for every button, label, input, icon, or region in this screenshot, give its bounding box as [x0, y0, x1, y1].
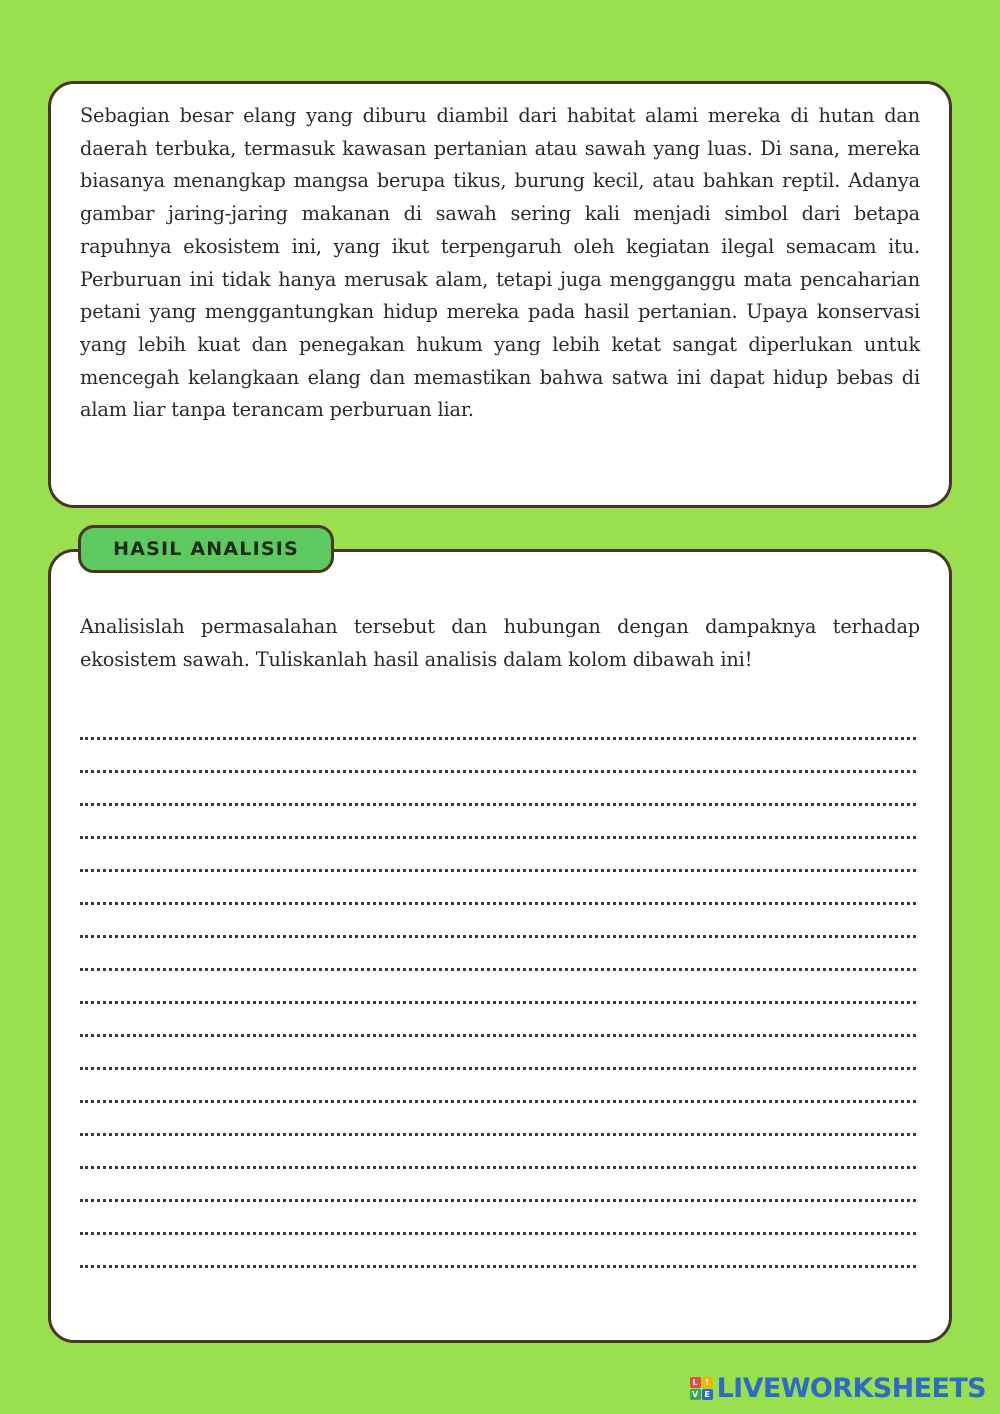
answer-line[interactable]: [80, 708, 916, 740]
answer-line[interactable]: [80, 839, 916, 872]
answer-line[interactable]: [80, 1169, 916, 1202]
answer-line[interactable]: [80, 806, 916, 839]
answer-line[interactable]: [80, 1004, 916, 1037]
answer-area[interactable]: [80, 708, 916, 1268]
answer-line[interactable]: [80, 872, 916, 905]
answer-line[interactable]: [80, 1103, 916, 1136]
logo-letter: V: [690, 1389, 701, 1400]
answer-line[interactable]: [80, 1202, 916, 1235]
answer-line[interactable]: [80, 740, 916, 773]
section-label-text: HASIL ANALISIS: [113, 538, 299, 560]
instruction-text: Analisislah permasalahan tersebut dan hubungan dengan dampaknya terhadap ekosistem sawah. Tuliskanlah hasil analisis dalam kolom dibawah ini!: [80, 615, 920, 671]
logo-letter: L: [690, 1377, 701, 1388]
liveworksheets-brand: [690, 1373, 986, 1404]
passage-card: [48, 81, 952, 508]
answer-line[interactable]: [80, 971, 916, 1004]
hasil-analisis-label: [78, 525, 334, 573]
logo-letter: E: [702, 1389, 713, 1400]
answer-line[interactable]: [80, 773, 916, 806]
brand-name: LIVEWORKSHEETS: [716, 1373, 986, 1404]
answer-line[interactable]: [80, 1070, 916, 1103]
answer-line[interactable]: [80, 1136, 916, 1169]
analysis-card: [48, 549, 952, 1343]
answer-line[interactable]: [80, 938, 916, 971]
liveworksheets-logo-icon: [690, 1377, 713, 1400]
answer-line[interactable]: [80, 1037, 916, 1070]
answer-line[interactable]: [80, 1235, 916, 1268]
answer-line[interactable]: [80, 905, 916, 938]
passage-text: Sebagian besar elang yang diburu diambil dari habitat alami mereka di hutan dan daerah terbuka, termasuk kawasan pertanian atau sawah yang luas. Di sana, mereka biasanya menangkap mangsa berupa tikus, burung kecil, atau bahkan reptil. Adanya gambar jaring-jaring makanan di sawah sering kali menjadi simbol dari betapa rapuhnya ekosistem ini, yang ikut terpengaruh oleh kegiatan ilegal semacam itu. Perburuan ini tidak hanya merusak alam, tetapi juga mengganggu mata pencaharian petani yang menggantungkan hidup mereka pada hasil pertanian. Upaya konservasi yang lebih kuat dan penegakan hukum yang lebih ketat sangat diperlukan untuk mencegah kelangkaan elang dan memastikan bahwa satwa ini dapat hidup bebas di alam liar tanpa terancam perburuan liar.: [80, 104, 920, 422]
logo-letter: I: [702, 1377, 713, 1388]
